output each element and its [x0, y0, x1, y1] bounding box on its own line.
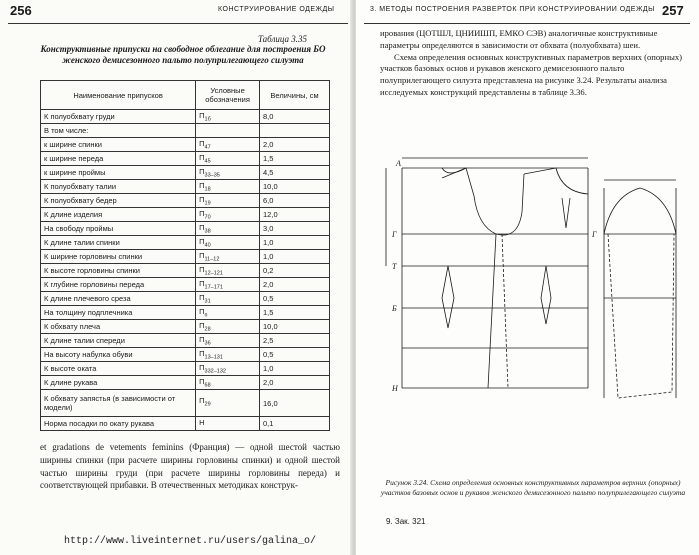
row-value: 4,5 — [260, 166, 330, 180]
table-row — [41, 348, 330, 362]
table-row — [41, 152, 330, 166]
row-value: 0,1 — [260, 417, 330, 431]
table-row — [41, 208, 330, 222]
diagram-front-side-seam — [502, 234, 508, 388]
row-value: 3,0 — [260, 222, 330, 236]
row-symbol-index: 68 — [204, 382, 211, 389]
row-name: К обхвату запястья (в зависимости от модели) — [41, 390, 196, 417]
diagram-label-hip: Б — [392, 304, 397, 313]
row-name: Норма посадки по окату рукава — [41, 417, 196, 431]
row-symbol-letter: П — [199, 292, 205, 302]
row-symbol-index: п — [204, 312, 208, 319]
row-value: 2,0 — [260, 376, 330, 390]
col-header-value: Величины, см — [260, 81, 330, 110]
row-symbol — [196, 417, 260, 431]
row-symbol — [196, 334, 260, 348]
row-name: К полуобхвату бедер — [41, 194, 196, 208]
right-paragraph-2: Схема определения основных конструктивных параметров верхних (опорных) участков базовых основ и рукавов женского демисезонного пальто полуприлегающего силуэта представлена на рисунке 3.24. Результаты анализа исследуемых конструкций представлены в таблице 3.36. — [380, 51, 683, 97]
right-running-header: 3. МЕТОДЫ ПОСТРОЕНИЯ РАЗВЕРТОК ПРИ КОНСТРУИРОВАНИИ ОДЕЖДЫ — [370, 6, 655, 13]
row-name: К длине талии спинки — [41, 236, 196, 250]
row-symbol-letter: Н — [199, 417, 205, 427]
diagram-label-top: А — [396, 159, 401, 168]
row-name: К полуобхвату груди — [41, 110, 196, 124]
row-symbol-index: 31 — [204, 298, 211, 305]
right-body-text — [380, 28, 686, 99]
diagram-label-hem: Н — [392, 384, 398, 393]
row-value: 0,2 — [260, 264, 330, 278]
row-symbol — [196, 236, 260, 250]
table-row — [41, 264, 330, 278]
row-symbol-letter: П — [199, 166, 205, 176]
row-symbol — [196, 208, 260, 222]
row-symbol-letter: П — [199, 348, 205, 358]
table-title: Конструктивные припуски на свободное облегание для построения БО женского демисезонного пальто полуприлегающего силуэта — [40, 44, 326, 65]
row-name: К длине плечевого среза — [41, 292, 196, 306]
table-header-row — [41, 81, 330, 110]
col-header-name: Наименование припусков — [41, 81, 196, 110]
table-row — [41, 376, 330, 390]
diagram-front-dart — [541, 266, 551, 324]
row-symbol — [196, 376, 260, 390]
table-row — [41, 306, 330, 320]
table-row — [41, 166, 330, 180]
row-symbol-letter: П — [199, 236, 205, 246]
table-row — [41, 250, 330, 264]
row-symbol-letter: П — [199, 278, 205, 288]
figure-caption: Рисунок 3.24. Схема определения основных конструктивных параметров верхних (опорных) участков базовых основ и рукавов женского демисезонного пальто полуприлегающего силуэта — [380, 478, 686, 497]
row-name: На свободу проймы — [41, 222, 196, 236]
allowances-table — [40, 80, 330, 431]
row-value: 1,0 — [260, 236, 330, 250]
row-symbol-index: 40 — [204, 242, 211, 249]
row-name: К длине талии спереди — [41, 334, 196, 348]
left-running-header: КОНСТРУИРОВАНИЕ ОДЕЖДЫ — [218, 6, 335, 13]
table-row — [41, 320, 330, 334]
table-caption: Таблица 3.35 — [258, 34, 308, 44]
table-body — [41, 110, 330, 431]
row-symbol-index: 28 — [204, 326, 211, 333]
table-row — [41, 236, 330, 250]
row-name: К длине рукава — [41, 376, 196, 390]
row-symbol-letter: П — [199, 222, 205, 232]
row-symbol — [196, 166, 260, 180]
diagram-armhole — [466, 168, 524, 235]
row-symbol — [196, 138, 260, 152]
row-value: 10,0 — [260, 180, 330, 194]
table-row — [41, 390, 330, 417]
row-symbol-letter: П — [199, 250, 205, 260]
diagram-back-shoulder — [442, 168, 466, 178]
row-symbol-letter: П — [199, 396, 205, 406]
table-row — [41, 124, 330, 138]
row-symbol — [196, 278, 260, 292]
row-symbol-letter: П — [199, 208, 205, 218]
row-symbol — [196, 222, 260, 236]
row-symbol-letter: П — [199, 180, 205, 190]
row-symbol — [196, 250, 260, 264]
row-symbol — [196, 180, 260, 194]
diagram-sleeve-cap — [604, 188, 676, 234]
row-name: к ширине спинки — [41, 138, 196, 152]
row-symbol-letter: П — [199, 152, 205, 162]
row-name: В том числе: — [41, 124, 196, 138]
left-body-text: et gradations de vetements feminins (Франция) — одной шестой частью ширины спинки (при расчете ширины горловины спинки) и одной шестой частью ширины груди (при расчете ширины горловины переда) и соответствующей прибавки. В отечественных методиках конструк- — [40, 442, 340, 491]
row-value: 12,0 — [260, 208, 330, 222]
table-row — [41, 110, 330, 124]
row-symbol — [196, 306, 260, 320]
row-name: К высоте горловины спинки — [41, 264, 196, 278]
row-name: К обхвату плеча — [41, 320, 196, 334]
row-symbol-index: 18 — [204, 186, 211, 193]
row-name: На толщину подплечника — [41, 306, 196, 320]
row-symbol-index: 11–12 — [204, 256, 220, 263]
diagram-back-neck — [442, 168, 466, 173]
row-symbol-index: 70 — [204, 214, 211, 221]
row-symbol-index: 38 — [204, 228, 211, 235]
pattern-diagram — [356, 148, 699, 476]
row-symbol — [196, 292, 260, 306]
diagram-label-chest-front: Г — [592, 230, 597, 239]
row-symbol-letter: П — [199, 320, 205, 330]
table-row — [41, 362, 330, 376]
row-value: 1,5 — [260, 306, 330, 320]
row-value: 2,5 — [260, 334, 330, 348]
right-page — [356, 0, 699, 555]
row-value: 6,0 — [260, 194, 330, 208]
right-paragraph-1: ирования (ЦОТШЛ, ЦНИИШП, ЕМКО СЭВ) аналогичные конструктивные параметры определяются в зависимости от обхвата (полуобхвата) шеи. — [380, 28, 658, 50]
row-value: 0,5 — [260, 348, 330, 362]
row-name: К длине изделия — [41, 208, 196, 222]
row-name: К ширине горловины спинки — [41, 250, 196, 264]
row-symbol-index: 47 — [204, 144, 211, 151]
table-row — [41, 194, 330, 208]
diagram-front-neck — [556, 168, 588, 194]
row-name: К полуобхвату талии — [41, 180, 196, 194]
row-symbol-index: 19 — [204, 200, 211, 207]
row-value: 8,0 — [260, 110, 330, 124]
row-symbol — [196, 110, 260, 124]
row-name: К глубине горловины переда — [41, 278, 196, 292]
row-symbol — [196, 264, 260, 278]
table-row — [41, 334, 330, 348]
row-symbol-letter: П — [199, 362, 205, 372]
row-symbol — [196, 124, 260, 138]
left-header-rule — [8, 23, 348, 24]
table-row — [41, 292, 330, 306]
row-name: к ширине переда — [41, 152, 196, 166]
signature-mark: 9. Зак. 321 — [386, 517, 426, 526]
row-value: 2,0 — [260, 138, 330, 152]
row-value: 1,0 — [260, 250, 330, 264]
row-symbol-letter: П — [199, 306, 205, 316]
row-value: 2,0 — [260, 278, 330, 292]
table-row — [41, 222, 330, 236]
row-name: К высоте оката — [41, 362, 196, 376]
row-value: 10,0 — [260, 320, 330, 334]
row-symbol — [196, 362, 260, 376]
row-symbol-letter: П — [199, 194, 205, 204]
row-value — [260, 124, 330, 138]
row-name: На высоту набулка обуви — [41, 348, 196, 362]
right-header-rule — [364, 23, 690, 24]
row-symbol — [196, 194, 260, 208]
row-symbol-letter: П — [199, 138, 205, 148]
row-symbol-letter: П — [199, 264, 205, 274]
row-symbol — [196, 390, 260, 417]
diagram-label-chest: Г — [392, 230, 397, 239]
row-symbol-index: 29 — [204, 401, 211, 408]
diagram-back-side-seam — [488, 234, 496, 388]
row-symbol-letter: П — [199, 376, 205, 386]
table-row — [41, 417, 330, 431]
diagram-sleeve-seam — [608, 234, 674, 398]
row-symbol-index: 1б — [204, 116, 211, 123]
diagram-front-shoulder — [524, 168, 556, 174]
row-symbol-index: 17–171 — [204, 284, 223, 291]
row-symbol — [196, 348, 260, 362]
table-row — [41, 278, 330, 292]
row-symbol-letter: П — [199, 334, 205, 344]
row-symbol-index: 332–132 — [204, 368, 226, 375]
watermark-url: http://www.liveinternet.ru/users/galina_o/ — [64, 536, 317, 547]
row-symbol-letter: П — [199, 110, 205, 120]
row-symbol — [196, 320, 260, 334]
table-row — [41, 180, 330, 194]
row-value: 1,0 — [260, 362, 330, 376]
row-value: 0,5 — [260, 292, 330, 306]
col-header-symbol: Условные обозначения — [196, 81, 260, 110]
row-symbol-index: 12–121 — [204, 270, 223, 277]
row-value: 1,5 — [260, 152, 330, 166]
row-symbol-index: 36 — [204, 340, 211, 347]
row-name: к ширине проймы — [41, 166, 196, 180]
table-row — [41, 138, 330, 152]
right-page-number: 257 — [662, 3, 684, 18]
row-symbol-index: 45 — [204, 158, 211, 165]
row-value: 16,0 — [260, 390, 330, 417]
row-symbol-index: 33–35 — [204, 172, 220, 179]
diagram-label-waist: Т — [392, 262, 397, 271]
row-symbol-index: 13–131 — [204, 354, 223, 361]
diagram-back-dart — [442, 266, 454, 328]
left-page-number: 256 — [10, 3, 32, 18]
row-symbol — [196, 152, 260, 166]
diagram-bust-dart — [562, 198, 570, 228]
